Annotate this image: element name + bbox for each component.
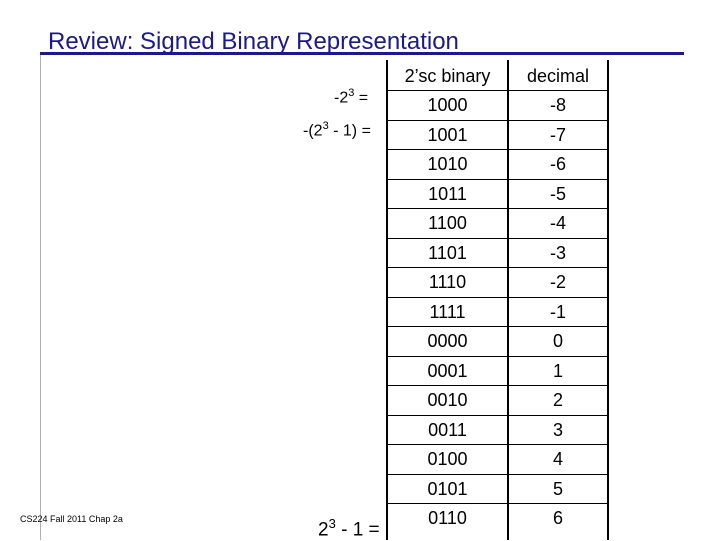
decimal-cell: 5 — [552, 478, 563, 499]
table-row-line — [387, 474, 608, 475]
table-row-line — [387, 444, 608, 445]
decimal-cell: 3 — [552, 419, 563, 440]
table-row-line — [387, 385, 608, 386]
table-row-line — [387, 90, 608, 91]
decimal-cell: 2 — [552, 390, 563, 410]
min-label-base: -2 — [334, 89, 349, 107]
min-label-suffix: = — [354, 89, 369, 107]
binary-cell: 1001 — [427, 124, 468, 145]
min-plus-one-label — [303, 120, 371, 140]
binary-cell: 1101 — [428, 242, 467, 263]
binary-cell: 1110 — [428, 272, 467, 292]
binary-cell: 1010 — [427, 154, 468, 174]
table-row-line — [387, 238, 608, 239]
decimal-cell: -7 — [549, 124, 566, 145]
binary-cell: 0010 — [427, 390, 468, 410]
table-header-decimal: decimal — [526, 66, 590, 86]
max-label-suffix: - 1 = — [335, 519, 380, 541]
decimal-cell: -3 — [549, 242, 566, 263]
footer-text: CS224 Fall 2011 Chap 2a — [20, 514, 123, 524]
max-label-base: 2 — [318, 519, 329, 541]
table-row-line — [387, 356, 608, 357]
decimal-cell: 0 — [552, 331, 563, 351]
table-row-line — [387, 326, 608, 327]
binary-cell: 0100 — [427, 449, 468, 469]
decimal-cell: -6 — [549, 154, 566, 174]
binary-cell: 0101 — [427, 478, 468, 499]
sidebar-divider — [40, 55, 41, 540]
binary-cell: 0011 — [428, 419, 467, 440]
binary-cell: 0000 — [427, 331, 468, 351]
max-label-exponent: 3 — [328, 516, 336, 531]
slide-title: Review: Signed Binary Representation — [48, 28, 459, 55]
max-value-label — [318, 516, 380, 541]
min-value-label — [334, 87, 368, 107]
decimal-cell: -4 — [549, 213, 566, 233]
min-label-exponent: 3 — [348, 87, 355, 99]
binary-cell: 1000 — [427, 95, 468, 115]
table-row-line — [387, 179, 608, 180]
table-row-line — [387, 297, 608, 298]
table-row-line — [387, 120, 608, 121]
table-row-line — [387, 267, 608, 268]
binary-cell: 1011 — [428, 183, 467, 204]
min-plus-one-suffix: - 1) = — [328, 122, 371, 140]
min-plus-one-exponent: 3 — [322, 120, 329, 132]
table-row-line — [387, 503, 608, 504]
decimal-cell: -2 — [549, 272, 566, 292]
table-header-binary: 2’sc binary — [404, 66, 491, 86]
decimal-cell: -8 — [549, 95, 566, 115]
decimal-cell: 6 — [552, 508, 563, 528]
decimal-cell: -5 — [549, 183, 566, 204]
binary-cell: 0110 — [428, 508, 467, 528]
binary-cell: 0001 — [427, 360, 468, 381]
decimal-cell: 1 — [552, 360, 563, 381]
table-row-line — [387, 208, 608, 209]
table-row-line — [387, 415, 608, 416]
min-plus-one-base: -(2 — [303, 122, 323, 140]
table-row-line — [387, 149, 608, 150]
binary-cell: 1111 — [429, 301, 466, 322]
decimal-cell: -1 — [549, 301, 566, 322]
binary-cell: 1100 — [428, 213, 467, 233]
decimal-cell: 4 — [552, 449, 563, 469]
